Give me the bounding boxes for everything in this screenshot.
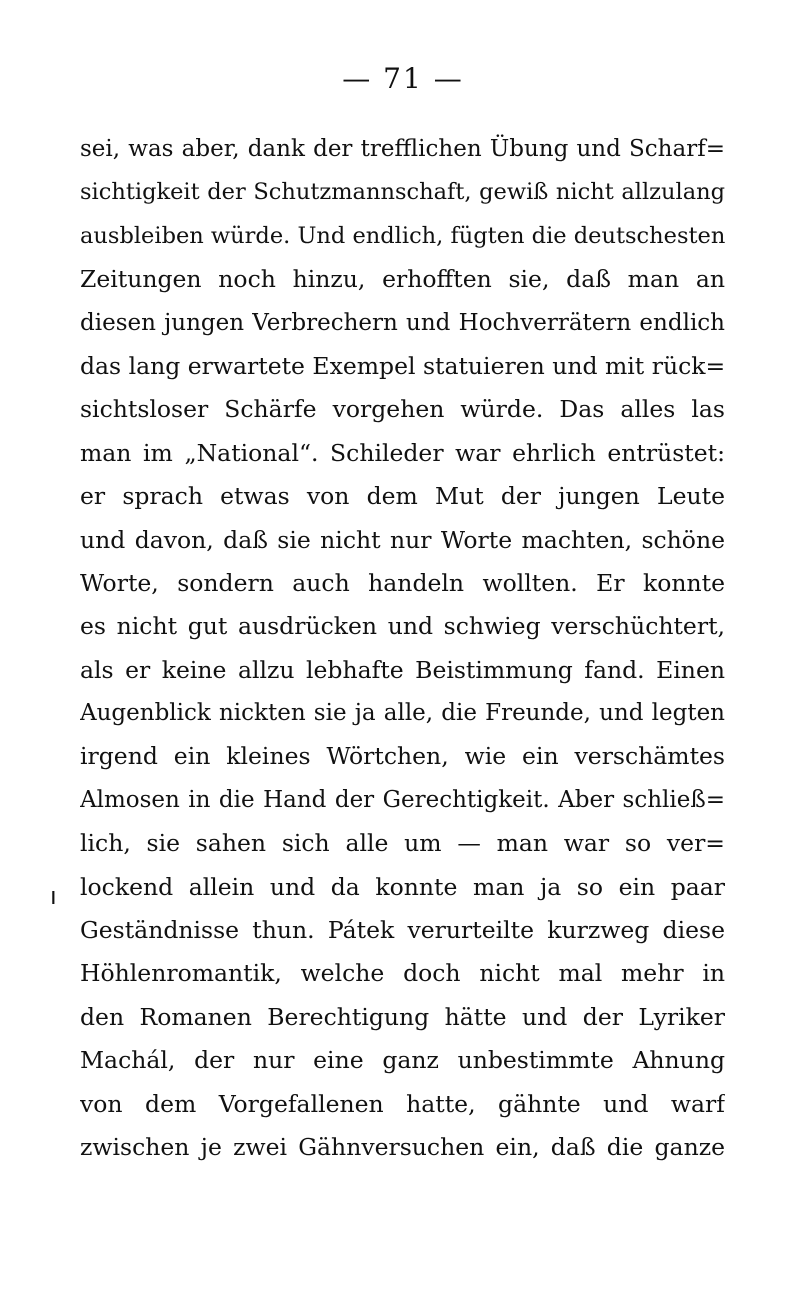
text-line: von dem Vorgefallenen hatte, gähnte und warf <box>80 1089 725 1118</box>
text-line: den Romanen Berechtigung hätte und der Lyriker <box>80 1002 725 1031</box>
text-line: lockend allein und da konnte man ja so ein paar <box>80 872 725 901</box>
text-line: Worte, sondern auch handeln wollten. Er konnte <box>80 568 725 597</box>
text-line: als er keine allzu lebhafte Beistimmung fand. Einen <box>80 655 725 684</box>
body-text <box>80 128 725 1169</box>
text-line: ausbleiben würde. Und endlich, fügten die deutschesten <box>80 222 725 249</box>
text-line: man im „National“. Schileder war ehrlich entrüstet: <box>80 438 725 467</box>
text-line: er sprach etwas von dem Mut der jungen Leute <box>80 482 725 511</box>
text-line: Höhlenromantik, welche doch nicht mal mehr in <box>80 959 725 988</box>
text-line: und davon, daß sie nicht nur Worte machten, schöne <box>80 525 725 554</box>
margin-pencil-mark: ı <box>50 882 57 910</box>
page-number: — 71 — <box>342 62 464 95</box>
text-line: Augenblick nickten sie ja alle, die Freunde, und legten <box>80 700 725 727</box>
text-line: zwischen je zwei Gähnversuchen ein, daß die ganze <box>80 1132 725 1161</box>
text-line: irgend ein kleines Wörtchen, wie ein verschämtes <box>80 742 725 771</box>
text-line: sei, was aber, dank der trefflichen Übung und Scharf= <box>80 136 725 162</box>
text-line: Machál, der nur eine ganz unbestimmte Ahnung <box>80 1046 725 1075</box>
text-line: diesen jungen Verbrechern und Hochverrätern endlich <box>80 309 725 336</box>
text-line: Almosen in die Hand der Gerechtigkeit. Aber schließ= <box>80 786 725 813</box>
text-line: Zeitungen noch hinzu, erhofften sie, daß man an <box>80 265 725 294</box>
text-line: sichtsloser Schärfe vorgehen würde. Das alles las <box>80 395 725 424</box>
text-line: das lang erwartete Exempel statuieren und mit rück= <box>80 351 725 380</box>
text-line: es nicht gut ausdrücken und schwieg verschüchtert, <box>80 612 725 641</box>
text-line: sichtigkeit der Schutzmannschaft, gewiß nicht allzulang <box>80 179 725 206</box>
text-line: Geständnisse thun. Pátek verurteilte kurzweg diese <box>80 916 725 945</box>
text-line: lich, sie sahen sich alle um — man war so ver= <box>80 829 725 858</box>
